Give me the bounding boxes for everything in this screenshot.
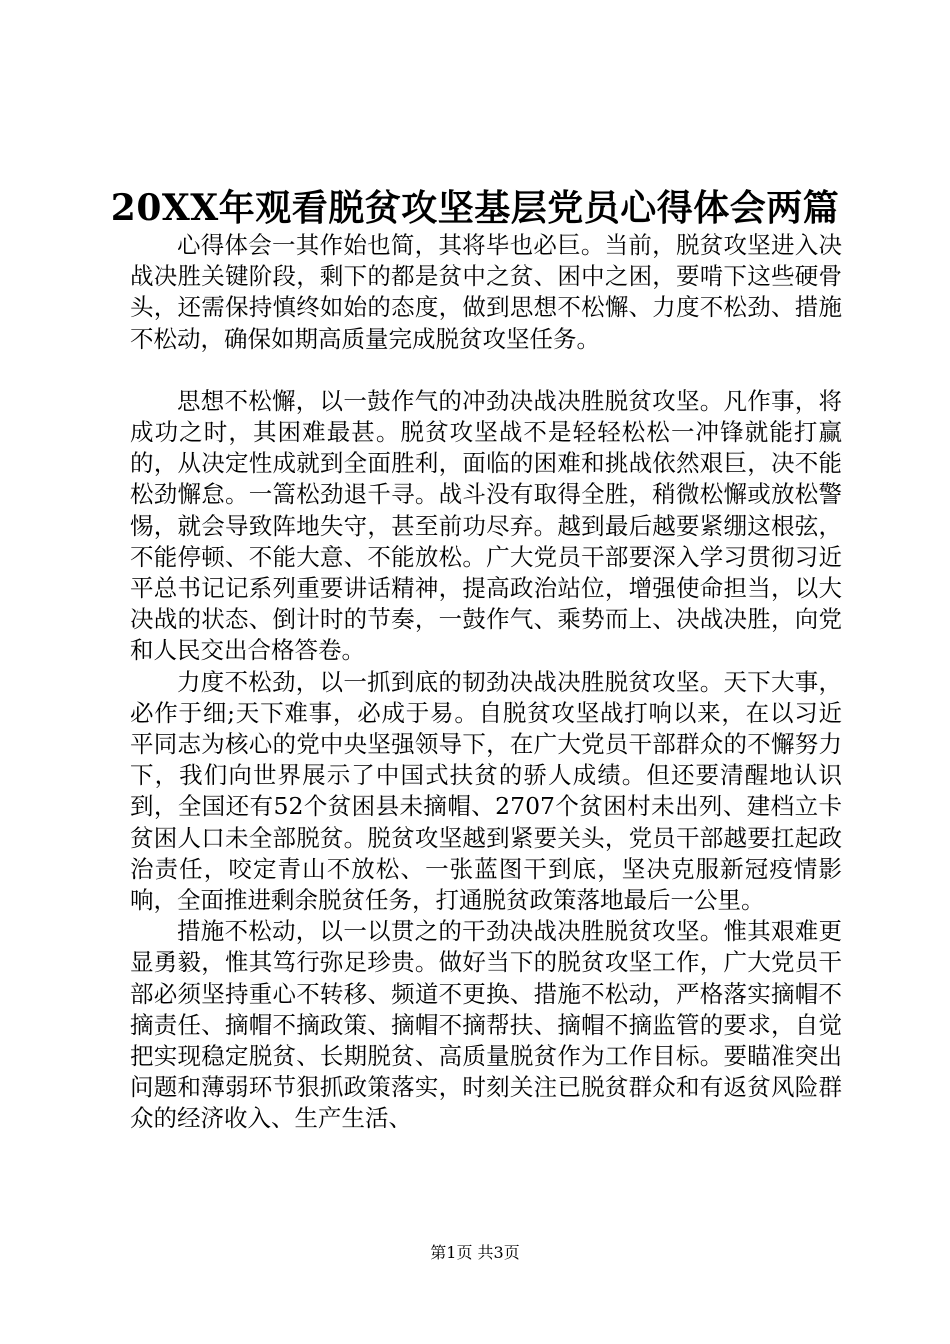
document-body <box>130 230 842 1135</box>
paragraph-thought: 思想不松懈，以一鼓作气的冲劲决战决胜脱贫攻坚。凡作事，将成功之时，其困难最甚。脱贫攻坚战不是轻轻松松一冲锋就能打赢的，从决定性成就到全面胜利，面临的困难和挑战依然艰巨，决不能松劲懈怠。一篙松劲退千寻。战斗没有取得全胜，稍微松懈或放松警惕，就会导致阵地失守，甚至前功尽弃。越到最后越要紧绷这根弦，不能停顿、不能大意、不能放松。广大党员干部要深入学习贯彻习近平总书记记系列重要讲话精神，提高政治站位，增强使命担当，以大决战的状态、倒计时的节奏，一鼓作气、乘势而上、决战决胜，向党和人民交出合格答卷。 <box>130 386 842 665</box>
document-title: 20XX年观看脱贫攻坚基层党员心得体会两篇 <box>110 187 840 229</box>
paragraph-measures: 措施不松动，以一以贯之的干劲决战决胜脱贫攻坚。惟其艰难更显勇毅，惟其笃行弥足珍贵。做好当下的脱贫攻坚工作，广大党员干部必须坚持重心不转移、频道不更换、措施不松动，严格落实摘帽不摘责任、摘帽不摘政策、摘帽不摘帮扶、摘帽不摘监管的要求，自觉把实现稳定脱贫、长期脱贫、高质量脱贫作为工作目标。要瞄准突出问题和薄弱环节狠抓政策落实，时刻关注已脱贫群众和有返贫风险群众的经济收入、生产生活、 <box>130 917 842 1133</box>
paragraph-intro: 心得体会一其作始也简，其将毕也必巨。当前，脱贫攻坚进入决战决胜关键阶段，剩下的都是贫中之贫、困中之困，要啃下这些硬骨头，还需保持慎终如始的态度，做到思想不松懈、力度不松劲、措施不松动，确保如期高质量完成脱贫攻坚任务。 <box>130 231 842 353</box>
paragraph-strength: 力度不松劲，以一抓到底的韧劲决战决胜脱贫攻坚。天下大事，必作于细;天下难事，必成于易。自脱贫攻坚战打响以来，在以习近平同志为核心的党中央坚强领导下，在广大党员干部群众的不懈努力下，我们向世界展示了中国式扶贫的骄人成绩。但还要清醒地认识到，全国还有52个贫困县未摘帽、2707个贫困村未出列、建档立卡贫困人口未全部脱贫。脱贫攻坚越到紧要关头，党员干部越要扛起政治责任，咬定青山不放松、一张蓝图干到底，坚决克服新冠疫情影响，全面推进剩余脱贫任务，打通脱贫政策落地最后一公里。 <box>130 667 842 915</box>
page-footer: 第1页 共3页 <box>430 1243 520 1262</box>
